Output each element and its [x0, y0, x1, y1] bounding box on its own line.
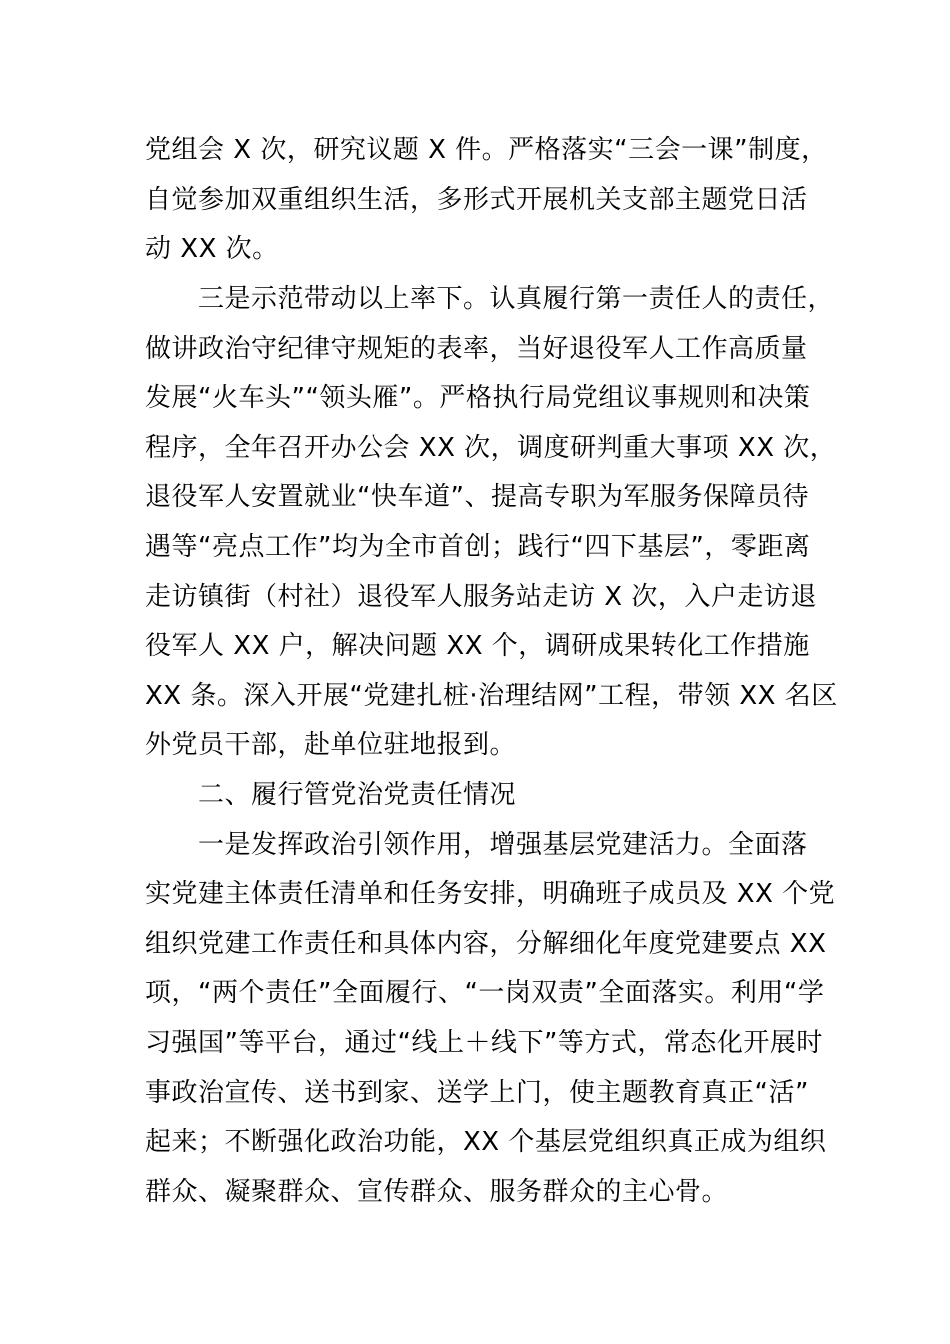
text-line: 退役军人安置就业“快车道”、提高专职为军服务保障员待: [145, 482, 809, 512]
text-line: 实党建主体责任清单和任务安排，明确班子成员及 XX 个党: [145, 879, 836, 909]
text-line: 发展“火车头”“领头雁”。严格执行局党组议事规则和决策: [145, 383, 811, 413]
text-line: 役军人 XX 户，解决问题 XX 个，调研成果转化工作措施: [145, 631, 810, 661]
text-line: 程序，全年召开办公会 XX 次，调度研判重大事项 XX 次，: [145, 433, 837, 463]
text-line: 做讲政治守纪律守规矩的表率，当好退役军人工作高质量: [145, 334, 808, 364]
text-line: 自觉参加双重组织生活，多形式开展机关支部主题党日活: [145, 185, 808, 215]
text-line: 走访镇街（村社）退役军人服务站走访 X 次，入户走访退: [145, 582, 817, 612]
text-line: 习强国”等平台，通过“线上＋线下”等方式，常态化开展时: [145, 1028, 823, 1058]
text-line: 群众、凝聚群众、宣传群众、服务群众的主心骨。: [145, 1177, 729, 1207]
text-line: 动 XX 次。: [145, 234, 279, 264]
text-line: 事政治宣传、送书到家、送学上门，使主题教育真正“活”: [145, 1078, 809, 1108]
paragraph-start-line: 三是示范带动以上率下。认真履行第一责任人的责任，: [198, 284, 835, 314]
text-line: 组织党建工作责任和具体内容，分解细化年度党建要点 XX: [145, 929, 827, 959]
section-heading: 二、履行管党治党责任情况: [198, 780, 517, 810]
text-line: 党组会 X 次，研究议题 X 件。严格落实“三会一课”制度，: [145, 135, 828, 165]
text-line: XX 条。深入开展“党建扎桩·治理结网”工程，带领 XX 名区: [145, 681, 838, 711]
text-line: 外党员干部，赴单位驻地报到。: [145, 730, 517, 760]
text-line: 起来；不断强化政治功能，XX 个基层党组织真正成为组织: [145, 1127, 827, 1157]
paragraph-start-line: 一是发挥政治引领作用，增强基层党建活力。全面落: [198, 830, 808, 860]
text-line: 项，“两个责任”全面履行、“一岗双责”全面落实。利用“学: [145, 978, 825, 1008]
text-line: 遇等“亮点工作”均为全市首创；践行“四下基层”，零距离: [145, 532, 811, 562]
